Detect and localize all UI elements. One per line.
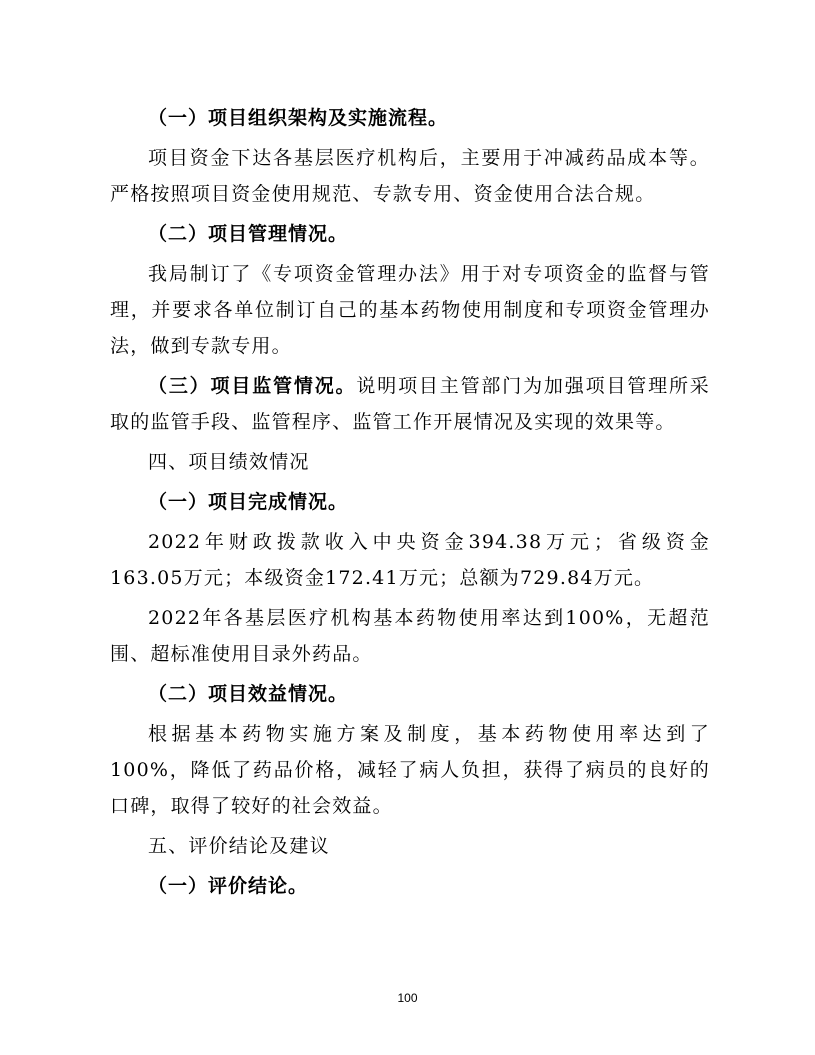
paragraph-management-measures: 我局制订了《专项资金管理办法》用于对专项资金的监督与管理，并要求各单位制订自己的基本药物使用制度和专项资金管理办法，做到专款专用。 <box>110 263 710 357</box>
heading-project-management: （二）项目管理情况。 <box>148 223 349 245</box>
section-title-conclusion: 五、评价结论及建议 <box>148 835 330 857</box>
heading-completion: （一）项目完成情况。 <box>148 491 349 513</box>
section-title-performance: 四、项目绩效情况 <box>148 451 310 473</box>
heading-supervision: （三）项目监管情况。 <box>148 375 357 397</box>
paragraph-supervision-text: 说明项目主管部门为加强项目管理所采取的监管手段、监管程序、监管工作开展情况及实现的效果等。 <box>110 375 710 433</box>
page-number: 100 <box>397 991 418 1005</box>
paragraph-funding-amounts: 2022年财政拨款收入中央资金394.38万元；省级资金163.05万元；本级资金172.41万元；总额为729.84万元。 <box>110 531 710 589</box>
paragraph-usage-rate: 2022年各基层医疗机构基本药物使用率达到100%，无超范围、超标准使用目录外药品。 <box>110 607 710 665</box>
paragraph-supervision <box>110 368 710 440</box>
document-body <box>110 100 710 904</box>
heading-benefits: （二）项目效益情况。 <box>148 683 349 705</box>
heading-evaluation-conclusion: （一）评价结论。 <box>148 875 309 897</box>
heading-org-structure: （一）项目组织架构及实施流程。 <box>148 107 449 129</box>
paragraph-fund-usage: 项目资金下达各基层医疗机构后，主要用于冲减药品成本等。严格按照项目资金使用规范、专款专用、资金使用合法合规。 <box>110 147 710 205</box>
paragraph-benefits: 根据基本药物实施方案及制度，基本药物使用率达到了100%，降低了药品价格，减轻了病人负担，获得了病员的良好的口碑，取得了较好的社会效益。 <box>110 723 710 817</box>
